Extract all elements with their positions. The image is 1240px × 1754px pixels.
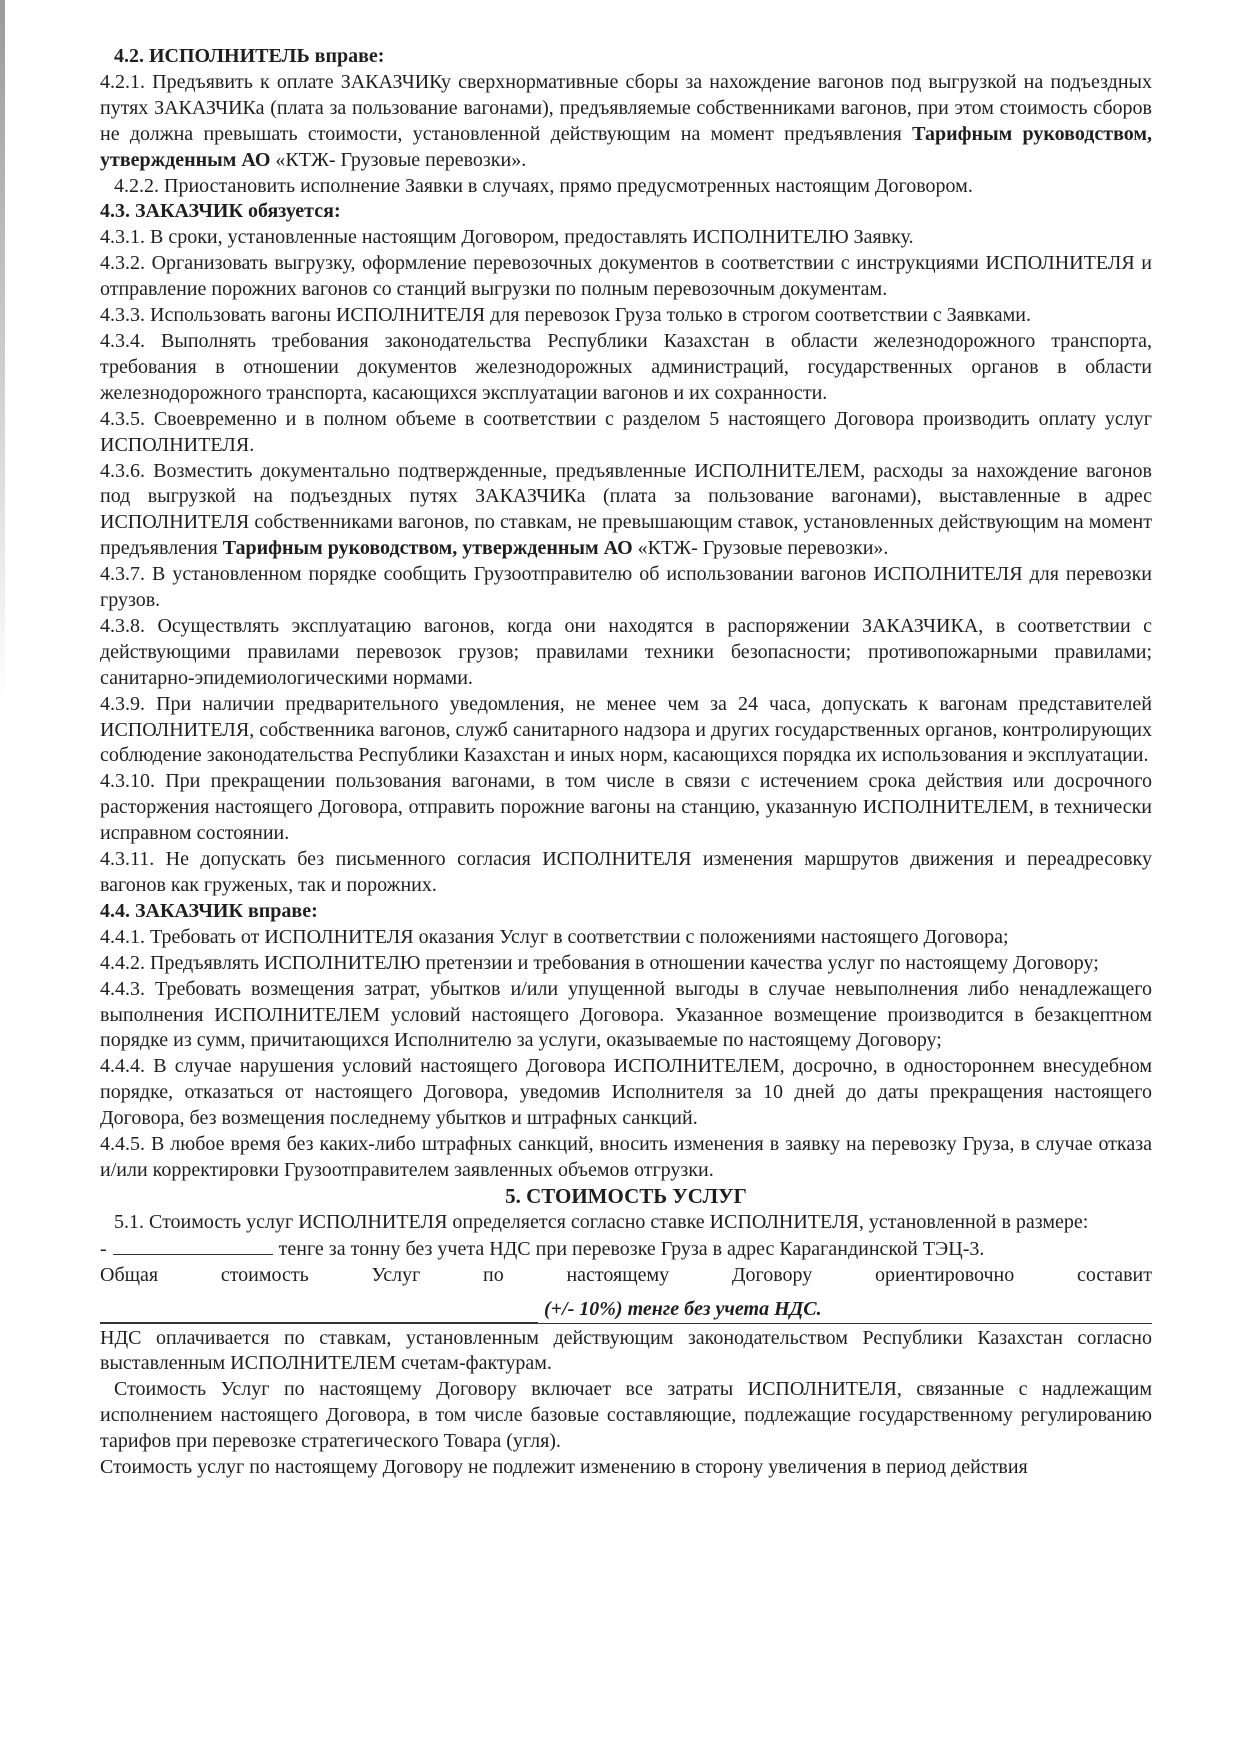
clause-4-3-6-text: 4.3.6. Возместить документально подтвержденные, предъявленные ИСПОЛНИТЕЛЕМ, расходы за нахождение вагонов под выгрузкой на подъездных путях ЗАКАЗЧИКа (плата за пользование вагонами), выставленные в адрес ИСПОЛНИТЕЛЯ собственниками вагонов, по ставкам, не превышающим ставок, установленных действующим на момент предъявления [100, 459, 1152, 560]
vat-paragraph: НДС оплачивается по ставкам, установленным действующим законодательством Республики Казахстан согласно выставленным ИСПОЛНИТЕЛЕМ счетам-фактурам. [100, 1326, 1152, 1375]
section-4-2-heading: 4.2. ИСПОЛНИТЕЛЬ вправе: [114, 45, 385, 67]
total-word: ориентировочно [874, 1263, 1015, 1286]
clause-4-3-6-bold: Тарифным руководством, утвержденным АО [222, 537, 633, 560]
clause-4-3-2: 4.3.2. Организовать выгрузку, оформление перевозочных документов в соответствии с инструкциями ИСПОЛНИТЕЛЯ и отправление порожних вагонов со станций выгрузки по полным перевозочным документам. [100, 252, 1152, 301]
section-4-4-heading: 4.4. ЗАКАЗЧИК вправе: [100, 899, 318, 922]
clause-5-1: 5.1. Стоимость услуг ИСПОЛНИТЕЛЯ определяется согласно ставке ИСПОЛНИТЕЛЯ, установленной в размере: [114, 1210, 1089, 1233]
clause-4-4-4: 4.4.4. В случае нарушения условий настоящего Договора ИСПОЛНИТЕЛЕМ, досрочно, в одностороннем внесудебном порядке, отказаться от настоящего Договора, уведомив Исполнителя за 10 дней до даты прекращения настоящего Договора, без возмещения последнему убытков и штрафных санкций. [100, 1055, 1152, 1130]
clause-4-2-1-tail: «КТЖ- Грузовые перевозки». [270, 148, 527, 171]
clause-4-3-6 [100, 459, 1152, 563]
total-word: по [483, 1263, 504, 1286]
clause-4-3-4: 4.3.4. Выполнять требования законодательства Республики Казахстан в области железнодорожного транспорта, требования в отношении документов железнодорожных администраций, государственных органов в области железнодорожного транспорта, касающихся эксплуатации вагонов и их сохранности. [100, 329, 1152, 404]
clause-4-2-1-text: 4.2.1. Предъявить к оплате ЗАКАЗЧИКу сверхнормативные сборы за нахождение вагонов под выгрузкой на подъездных путях ЗАКАЗЧИКа (плата за пользование вагонами), предъявляемые собственниками вагонов, при этом стоимость сборов не должна превышать стоимости, установленной действующим на момент предъявления [100, 70, 1152, 145]
amount-underline [100, 1323, 1152, 1324]
rate-blank [113, 1236, 273, 1255]
rate-text: тенге за тонну без учета НДС при перевозке Груза в адрес Карагандинской ТЭЦ-3. [278, 1237, 985, 1260]
clause-4-4-5: 4.4.5. В любое время без каких-либо штрафных санкций, вносить изменения в заявку на перевозку Груза, в случае отказа и/или корректировки Грузоотправителем заявленных объемов отгрузки. [100, 1133, 1152, 1181]
cost-includes-paragraph: Стоимость Услуг по настоящему Договору включает все затраты ИСПОЛНИТЕЛЯ, связанные с надлежащим исполнением настоящего Договора, в том числе базовые составляющие, подлежащие государственному регулированию тарифов при перевозке стратегического Товара (угля). [100, 1378, 1152, 1453]
clause-4-3-5: 4.3.5. Своевременно и в полном объеме в соответствии с разделом 5 настоящего Договора производить оплату услуг ИСПОЛНИТЕЛЯ. [100, 407, 1152, 456]
clause-4-2-1-bold: Тарифным руководством, утвержденным АО [100, 122, 1152, 171]
clause-4-3-7: 4.3.7. В установленном порядке сообщить Грузоотправителю об использовании вагонов ИСПОЛНИТЕЛЯ для перевозки грузов. [100, 563, 1152, 612]
total-word: стоимость [220, 1263, 309, 1286]
clause-4-3-6-tail: «КТЖ- Грузовые перевозки». [632, 537, 889, 560]
total-cost-line [100, 1263, 1152, 1289]
total-word: Договору [731, 1263, 813, 1286]
clause-4-2-2: 4.2.2. Приостановить исполнение Заявки в случаях, прямо предусмотренных настоящим Договором. [114, 174, 973, 197]
total-amount-tail: (+/- 10%) тенге без учета НДС. [544, 1297, 822, 1320]
clause-4-4-1: 4.4.1. Требовать от ИСПОЛНИТЕЛЯ оказания Услуг в соответствии с положениями настоящего Договора; [100, 925, 1009, 948]
clause-4-3-9: 4.3.9. При наличии предварительного уведомления, не менее чем за 24 часа, допускать к вагонам представителей ИСПОЛНИТЕЛЯ, собственника вагонов, служб санитарного надзора и других государственных органов, контролирующих соблюдение законодательства Республики Казахстан и иных норм, касающихся порядка их использования и эксплуатации. [100, 692, 1152, 767]
clause-4-3-3: 4.3.3. Использовать вагоны ИСПОЛНИТЕЛЯ для перевозок Груза только в строгом соответствии с Заявками. [100, 304, 1031, 327]
rate-dash: - [100, 1237, 107, 1260]
section-5-title: 5. СТОИМОСТЬ УСЛУГ [505, 1183, 747, 1208]
clause-4-3-8: 4.3.8. Осуществлять эксплуатацию вагонов, когда они находятся в распоряжении ЗАКАЗЧИКА, в соответствии с действующими правилами перевозок грузов; правилами техники безопасности; противопожарными правилами; санитарно-эпидемиологическими нормами. [100, 614, 1152, 689]
document-page [100, 44, 1152, 1481]
total-amount-blank [100, 1300, 538, 1323]
clause-4-4-3: 4.4.3. Требовать возмещения затрат, убытков и/или упущенной выгоды в случае невыполнения либо ненадлежащего выполнения ИСПОЛНИТЕЛЕМ условий настоящего Договора. Указанное возмещение производится в безакцептном порядке из сумм, причитающихся Исполнителю за услуги, оказываемые по настоящему Договору; [100, 977, 1152, 1052]
section-4-3-heading: 4.3. ЗАКАЗЧИК обязуется: [100, 200, 341, 223]
rate-line [100, 1236, 1152, 1263]
total-amount-line [100, 1293, 1152, 1323]
total-word: составит [1076, 1263, 1152, 1286]
cost-fixed-paragraph: Стоимость услуг по настоящему Договору не подлежит изменению в сторону увеличения в период действия [100, 1456, 1028, 1479]
clause-4-3-10: 4.3.10. При прекращении пользования вагонами, в том числе в связи с истечением срока действия или досрочного расторжения настоящего Договора, отправить порожние вагоны на станцию, указанную ИСПОЛНИТЕЛЕМ, в технически исправном состоянии. [100, 770, 1152, 845]
total-word: Общая [100, 1263, 159, 1286]
clause-4-2-1 [100, 70, 1152, 174]
scan-edge-shadow [0, 0, 5, 700]
clause-4-3-11: 4.3.11. Не допускать без письменного согласия ИСПОЛНИТЕЛЯ изменения маршрутов движения и переадресовку вагонов как груженых, так и порожних. [100, 848, 1152, 896]
total-word: настоящему [566, 1263, 670, 1286]
clause-4-4-2: 4.4.2. Предъявлять ИСПОЛНИТЕЛЮ претензии и требования в отношении качества услуг по настоящему Договору; [100, 951, 1099, 974]
clause-4-3-1: 4.3.1. В сроки, установленные настоящим Договором, предоставлять ИСПОЛНИТЕЛЮ Заявку. [100, 226, 914, 249]
total-word: Услуг [371, 1263, 421, 1286]
